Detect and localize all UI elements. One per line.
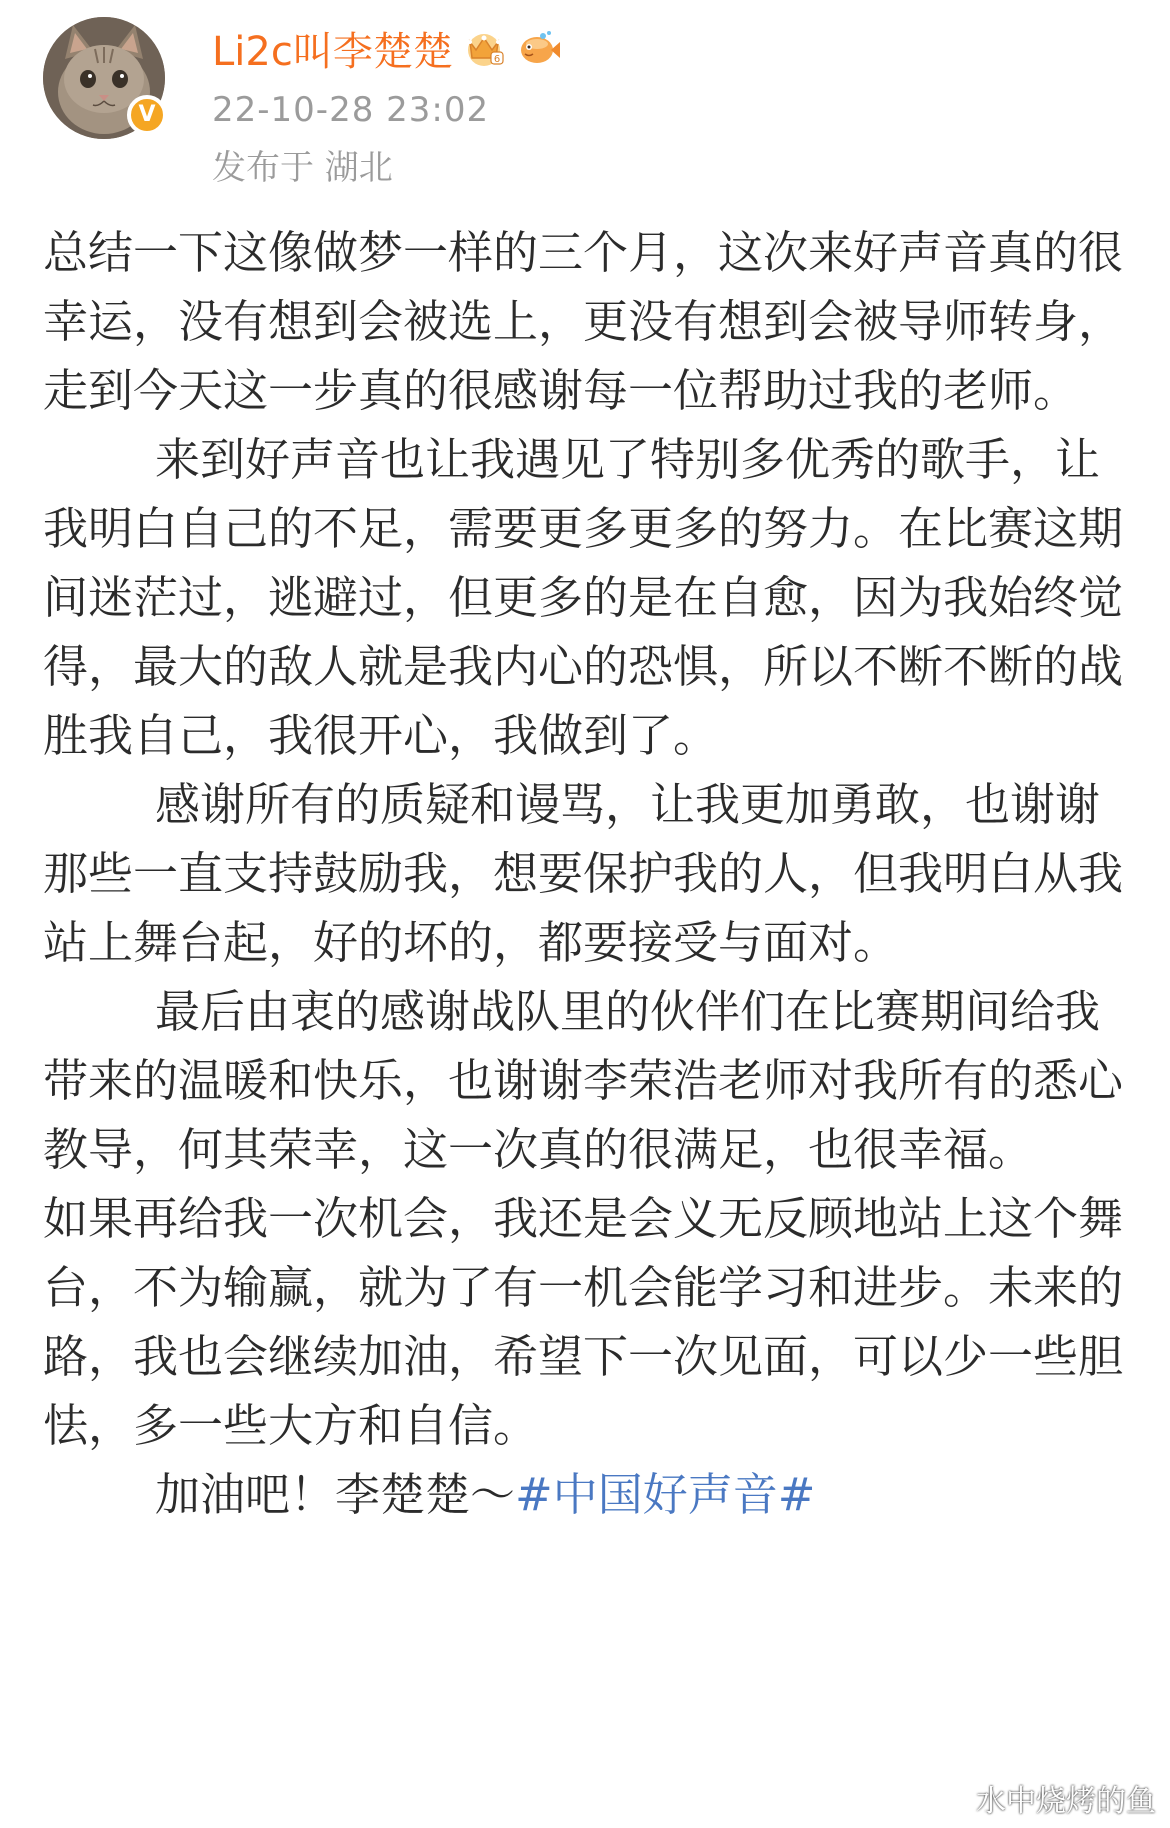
watermark: 水中烧烤的鱼: [976, 1784, 1156, 1819]
paragraph-3: 感谢所有的质疑和谩骂，让我更加勇敢，也谢谢那些一直支持鼓励我，想要保护我的人，但我明白从我站上舞台起，好的坏的，都要接受与面对。: [43, 778, 1124, 969]
post-timestamp: 22-10-28 23:02: [212, 90, 490, 130]
paragraph-1: 总结一下这像做梦一样的三个月，这次来好声音真的很幸运，没有想到会被选上，更没有想到会被导师转身，走到今天这一步真的很感谢每一位帮助过我的老师。: [43, 226, 1124, 417]
paragraph-2: 来到好声音也让我遇见了特别多优秀的歌手，让我明白自己的不足，需要更多更多的努力。在比赛这期间迷茫过，逃避过，但更多的是在自愈，因为我始终觉得，最大的敌人就是我内心的恐惧，所以不断不断的战胜我自己，我很开心，我做到了。: [43, 433, 1124, 762]
post-body: [43, 218, 1133, 1529]
author-name[interactable]: Li2c叫李楚楚: [212, 28, 453, 75]
paragraph-4: 最后由衷的感谢战队里的伙伴们在比赛期间给我带来的温暖和快乐，也谢谢李荣浩老师对我所有的悉心教导，何其荣幸，这一次真的很满足，也很幸福。: [43, 985, 1124, 1176]
paragraph-5: 如果再给我一次机会，我还是会义无反顾地站上这个舞台，不为输赢，就为了有一机会能学习和进步。未来的路，我也会继续加油，希望下一次见面，可以少一些胆怯，多一些大方和自信。: [43, 1192, 1124, 1452]
username-row: [212, 20, 561, 76]
hashtag-link[interactable]: #中国好声音#: [515, 1468, 816, 1521]
closing-text: 加油吧！李楚楚～: [155, 1468, 516, 1521]
fish-badge-icon[interactable]: [515, 28, 561, 68]
svg-text:6: 6: [493, 54, 501, 65]
verified-badge: V: [127, 95, 167, 135]
post-location: 发布于 湖北: [212, 148, 393, 188]
closing-line: [43, 1460, 1133, 1529]
post-header: [0, 0, 1170, 190]
crown-badge-icon[interactable]: [461, 28, 507, 68]
